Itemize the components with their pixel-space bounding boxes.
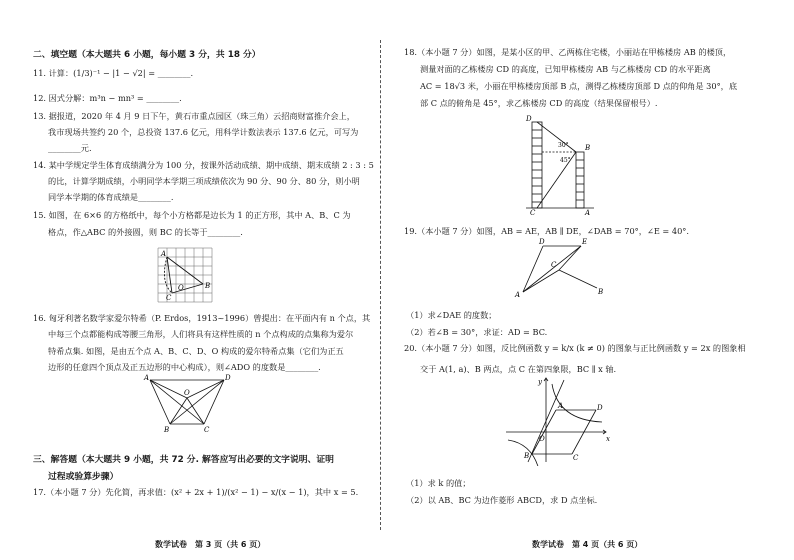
question-18-line3: AC = 18√3 米，小丽在甲栋楼房顶部 B 点，测得乙栋楼房顶部 D 点的仰角是 30°，底 xyxy=(420,81,738,91)
fig20-label-y: y xyxy=(538,378,542,386)
fig18-angle-30: 30° xyxy=(558,142,569,149)
question-13-line1: 13. 据报道，2020 年 4 月 9 日下午，黄石市重点园区（珠三角）云招商财富推介会上， xyxy=(33,111,355,121)
question-16-line2: 中每三个点都能构成等腰三角形，人们将具有这样性质的 n 个点构成的点集称为爱尔 xyxy=(48,329,354,339)
question-20-line2: 交于 A(1, a)、B 两点，点 C 在第四象限，BC ∥ x 轴. xyxy=(420,364,617,374)
question-16-line3: 特希点集. 如图，是由五个点 A、B、C、D、O 构成的爱尔特希点集（它们为正五 xyxy=(48,346,344,356)
fig15-label-b: B xyxy=(205,282,211,290)
question-19-part2: （2）若∠B = 30°，求证：AD = BC. xyxy=(406,327,548,337)
fig15-label-a: A xyxy=(161,250,167,258)
fig18-label-c: C xyxy=(530,209,536,216)
question-11: 11. 计算：(1/3)⁻¹ − |1 − √2| = ________. xyxy=(33,68,194,78)
fig19-label-e: E xyxy=(582,238,588,246)
fig20-label-o: O xyxy=(539,435,545,443)
question-18-line4: 部 C 点的俯角是 45°，求乙栋楼房 CD 的高度（结果保留根号）. xyxy=(420,98,658,108)
question-20-part1: （1）求 k 的值； xyxy=(406,478,471,488)
question-12: 12. 因式分解：m³n − mn³ = ________. xyxy=(33,93,182,103)
question-15-line1: 15. 如图，在 6×6 的方格纸中，每个小方格都是边长为 1 的正方形，其中 A、B、C 为 xyxy=(33,210,351,220)
figure-18-buildings xyxy=(522,112,602,216)
fig19-label-c: C xyxy=(551,261,557,269)
question-14-line2: 的比，计算学期成绩，小明同学本学期三项成绩依次为 90 分、90 分、80 分，则小明 xyxy=(48,176,360,186)
figure-16-point-set xyxy=(142,370,232,434)
question-16-line1: 16. 匈牙利著名数学家爱尔特希（P. Erdos，1913~1996）曾提出：在平面内有 n 个点，其 xyxy=(33,313,371,323)
figure-15-grid xyxy=(150,242,230,306)
question-14-line3: 同学本学期的体育成绩是________. xyxy=(48,192,174,202)
fig16-label-o: O xyxy=(184,389,190,397)
figure-20-graph xyxy=(502,374,612,466)
question-19-part1: （1）求∠DAE 的度数； xyxy=(406,310,497,320)
fig20-label-c: C xyxy=(573,454,579,462)
fig19-label-d: D xyxy=(539,238,545,246)
right-footer: 数学试卷 第 4 页（共 6 页） xyxy=(532,540,643,549)
question-14-line1: 14. 某中学规定学生体育成绩满分为 100 分，按课外活动成绩、期中成绩、期末成绩 2 : 3 : 5 xyxy=(33,160,374,170)
question-16-line4: 边形的任意四个顶点及正五边形的中心构成），则∠ADO 的度数是________. xyxy=(48,362,321,372)
fig15-label-c: C xyxy=(166,294,172,302)
fig15-label-o: O xyxy=(178,284,184,292)
question-20-part2: （2）以 AB、BC 为边作菱形 ABCD，求 D 点坐标. xyxy=(406,495,598,505)
section3-title-line1: 三、解答题（本大题共 9 小题，共 72 分. 解答应写出必要的文字说明、证明 xyxy=(33,455,334,465)
right-page xyxy=(384,0,794,560)
page-divider xyxy=(380,40,381,530)
fig16-label-a: A xyxy=(144,374,150,382)
fig18-label-b: B xyxy=(585,144,591,152)
section3-title-line2: 过程或验算步骤） xyxy=(48,472,119,482)
section2-title: 二、填空题（本大题共 6 小题，每小题 3 分，共 18 分） xyxy=(33,50,261,60)
question-18-line1: 18.（本小题 7 分）如图，是某小区的甲、乙两栋住宅楼，小丽站在甲栋楼房 AB 的楼顶， xyxy=(404,47,732,57)
fig16-label-c: C xyxy=(204,426,210,434)
question-13-line2: 我市现场共签约 20 个，总投资 137.6 亿元，用科学计数法表示 137.6 亿元，可写为 xyxy=(48,127,359,137)
question-13-line3: ________元. xyxy=(48,143,92,153)
question-17: 17.（本小题 7 分）先化简，再求值：(x² + 2x + 1)/(x² − 1) − x/(x − 1)，其中 x = 5. xyxy=(33,487,359,497)
question-19: 19.（本小题 7 分）如图，AB = AE，AB ∥ DE，∠DAB = 70°，∠E = 40°. xyxy=(404,226,689,236)
fig20-label-b: B xyxy=(524,452,530,460)
fig19-label-b: B xyxy=(598,288,604,296)
question-20-line1: 20.（本小题 7 分）如图，反比例函数 y = k/x (k ≠ 0) 的图象与正比例函数 y = 2x 的图象相 xyxy=(404,343,746,353)
fig19-label-a: A xyxy=(515,291,521,298)
question-15-line2: 格点，作△ABC 的外接圆，则 BC 的长等于________. xyxy=(48,227,243,237)
fig20-label-x: x xyxy=(606,435,610,443)
fig16-label-b: B xyxy=(164,426,170,434)
figure-19-triangles xyxy=(509,234,613,298)
fig18-angle-45: 45° xyxy=(560,157,571,164)
fig16-label-d: D xyxy=(225,374,231,382)
fig18-label-d: D xyxy=(526,115,532,123)
fig18-label-a: A xyxy=(585,209,591,216)
left-footer: 数学试卷 第 3 页（共 6 页） xyxy=(155,540,266,549)
fig20-label-a: A xyxy=(558,402,564,410)
question-18-line2: 测量对面的乙栋楼房 CD 的高度，已知甲栋楼房 AB 与乙栋楼房 CD 的水平距离 xyxy=(420,64,711,74)
left-page xyxy=(0,0,378,560)
fig20-label-d: D xyxy=(597,404,603,412)
